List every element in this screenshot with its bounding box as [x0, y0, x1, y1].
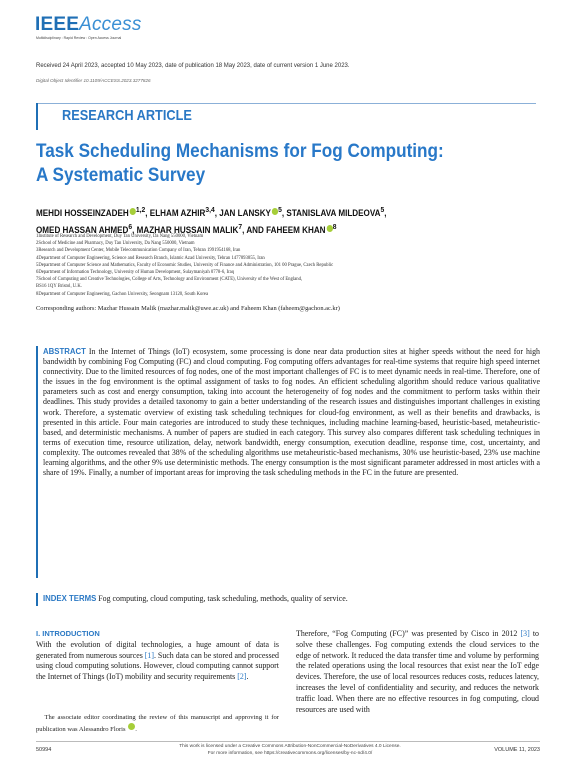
journal-logo: [35, 14, 142, 36]
paper-title: [36, 139, 458, 187]
section-heading: I. INTRODUCTION: [36, 629, 100, 638]
intro-text: . Such data can be stored and processed using cloud computing solutions. However, cloud computing cannot support the Internet of Things (IoT) mobility and security requirements: [36, 650, 279, 682]
affiliations: [36, 233, 536, 298]
license-notice: [130, 743, 450, 757]
author-affil: 5: [380, 205, 385, 214]
title-line-1: Task Scheduling Mechanisms for Fog Computing:: [36, 140, 444, 162]
logo-access: Access: [79, 14, 142, 35]
abstract-text: In the Internet of Things (IoT) ecosystem, some processing is done near data production sites at higher speeds without the need for high bandwidth by combining Fog Computing (FC) and cloud computing. Fog computing offers advantages for real-time systems that require high speed internet connectivity. Due to the limited resources of fog nodes, one of the most important challenges of FC is to meet dynamic needs in real-time. Therefore, one of the issues in the fog environment is the optimal assignment of tasks to fog nodes. An efficient scheduling algorithm should reduce various qualitative parameters such as cost and energy consumption, taking into account the heterogeneity of fog nodes and the commitment to perform tasks within their deadlines. This study provides a detailed taxonomy to gain a better understanding of the research issues and distinguishes important challenges in existing work. Therefore, a systematic overview of existing task scheduling techniques for cloud-fog environment, as well as their benefits and drawbacks, is presented in this article. Four main categories are introduced to study these techniques, including machine learning-based, heuristic-based, metaheuristic-based, and deterministic mechanisms. A number of papers are studied in each category. This survey also compares different task scheduling techniques in terms of execution time, resource utilization, delay, network bandwidth, energy consumption, execution deadline, response time, cost, uncertainty, and complexity. The outcomes revealed that 38% of the scheduling algorithms use metaheuristic-based mechanisms, 30% use heuristic-based, 23% use machine learning algorithms, and the other 9% use deterministic methods. The energy consumption is the most significant parameter addressed in most articles with a share of 19%. Finally, a number of important areas for improving the task scheduling methods in the FC in the future are presented.: [43, 347, 540, 478]
citation-link[interactable]: [1]: [144, 650, 154, 660]
intro-paragraph: [36, 640, 279, 683]
index-terms-label: INDEX TERMS: [43, 594, 97, 603]
license-link[interactable]: For more information, see https://creativecommons.org/licenses/by-nc-nd/4.0/: [207, 751, 373, 756]
author-affil: 6: [128, 222, 133, 231]
author-line-1: MEHDI HOSSEINZADEH $^{1,2}$, ELHAM AZHIR$^{3,4}$, JAN LANSKY $^5$, STANISLAVA MILDEOVA$^5$,: [36, 205, 387, 218]
author-affil: 3,4: [205, 205, 215, 214]
author-affil: 7: [238, 222, 243, 231]
page-number: 50994: [36, 747, 52, 753]
author-affil: 8: [332, 222, 337, 231]
affiliation: 5Department of Computer Science and Mathematics, Faculty of Economic Studies, University of Finance and Administration, 101 00 Prague, Czech Republic: [36, 262, 334, 268]
publication-dates: Received 24 April 2023, accepted 10 May 2023, date of publication 18 May 2023, date of current version 1 June 2023.: [36, 63, 350, 69]
author-affil: 5: [278, 205, 282, 214]
index-terms: [43, 594, 533, 603]
ack-text: The associate editor coordinating the review of this manuscript and approving it for publication was Alessandro Floris: [36, 714, 279, 733]
index-terms-bar: [36, 593, 38, 606]
intro-right-column: [296, 629, 539, 715]
affiliation: 6Department of Information Technology, University of Human Development, Sulaymaniyah 0778-6, Iraq: [36, 270, 235, 276]
author-name: , STANISLAVA MILDEOVA: [281, 208, 381, 218]
logo-tagline: Multidisciplinary : Rapid Review : Open Access Journal: [36, 36, 122, 40]
intro-text: to solve these challenges. Fog computing extends the cloud services to the edge of network. It reduced the data transfer time and volume by performing the related operations using the local resources that exist near the IoT edge devices. Therefore, the use of local resources reduces costs, reduces latency, increases the level of confidentiality and security, and reduces the network traffic load. When there are no effective resources in fog computing, cloud resources are used with: [296, 629, 539, 714]
author-name: , MAZHAR HUSSAIN MALIK: [132, 225, 239, 235]
footer-divider: [36, 741, 540, 742]
orcid-icon[interactable]: [128, 723, 135, 730]
affiliation: 8Department of Computer Engineering, Gachon University, Seongnam 13120, South Korea: [36, 291, 209, 297]
index-terms-text: Fog computing, cloud computing, task scheduling, methods, quality of service.: [98, 594, 348, 603]
citation-link[interactable]: [3]: [520, 629, 530, 638]
author-name: , JAN LANSKY: [214, 208, 271, 218]
author-list: [36, 203, 504, 237]
title-line-2: A Systematic Survey: [36, 164, 206, 186]
volume-info: VOLUME 11, 2023: [494, 747, 540, 753]
intro-text: .: [246, 672, 249, 682]
article-type: RESEARCH ARTICLE: [62, 107, 192, 124]
affiliation: 4Department of Computer Engineering, Science and Research Branch, Islamic Azad University, Tehran 1477893855, Iran: [36, 255, 265, 261]
author-name: OMED HASSAN AHMED: [36, 225, 129, 235]
abstract: [43, 347, 540, 478]
author-name: , AND FAHEEM KHAN: [242, 225, 326, 235]
affiliation: 1Institute of Research and Development, Duy Tan University, Da Nang 550000, Vietnam: [36, 234, 204, 239]
citation-link[interactable]: [2]: [237, 672, 247, 682]
intro-left-column: [36, 629, 279, 683]
affiliation: BS16 1QY Bristol, U.K.: [36, 284, 82, 290]
intro-text: With the evolution of digital technologies, a huge amount of data is generated from numerous sources: [36, 639, 279, 660]
corresponding-authors: Corresponding authors: Mazhar Hussain Malik (mazhar.malik@uwe.ac.uk) and Faheem Khan (faheem@gachon.ac.kr): [36, 305, 340, 312]
logo-ieee: IEEE: [35, 14, 80, 35]
intro-text: Therefore, “Fog Computing (FC)” was presented by Cisco in 2012: [296, 629, 521, 638]
abstract-label: ABSTRACT: [43, 347, 86, 356]
affiliation: 7School of Computing and Creative Technologies, College of Arts, Technology and Environment (CATE), University of the West of England,: [36, 277, 303, 283]
affiliation: 2School of Medicine and Pharmacy, Duy Tan University, Da Nang 550000, Vietnam: [36, 241, 195, 247]
license-line: This work is licensed under a Creative Commons Attribution-NonCommercial-NoDerivatives 4.0 License.: [179, 744, 401, 749]
editor-acknowledgement: The associate editor coordinating the review of this manuscript and approving it for publication was Alessandro Floris .: [36, 714, 279, 733]
affiliation: 3Research and Development Center, Mobile Telecommunication Company of Iran, Tehran 1991954168, Iran: [36, 248, 241, 254]
article-type-bar: [36, 103, 38, 130]
author-name: MEHDI HOSSEINZADEH: [36, 208, 129, 218]
author-name: , ELHAM AZHIR: [145, 208, 206, 218]
doi: Digital Object Identifier 10.1109/ACCESS.2023.3277826: [36, 78, 151, 83]
author-affil: 1,2: [135, 205, 146, 214]
abstract-bar: [36, 346, 38, 578]
